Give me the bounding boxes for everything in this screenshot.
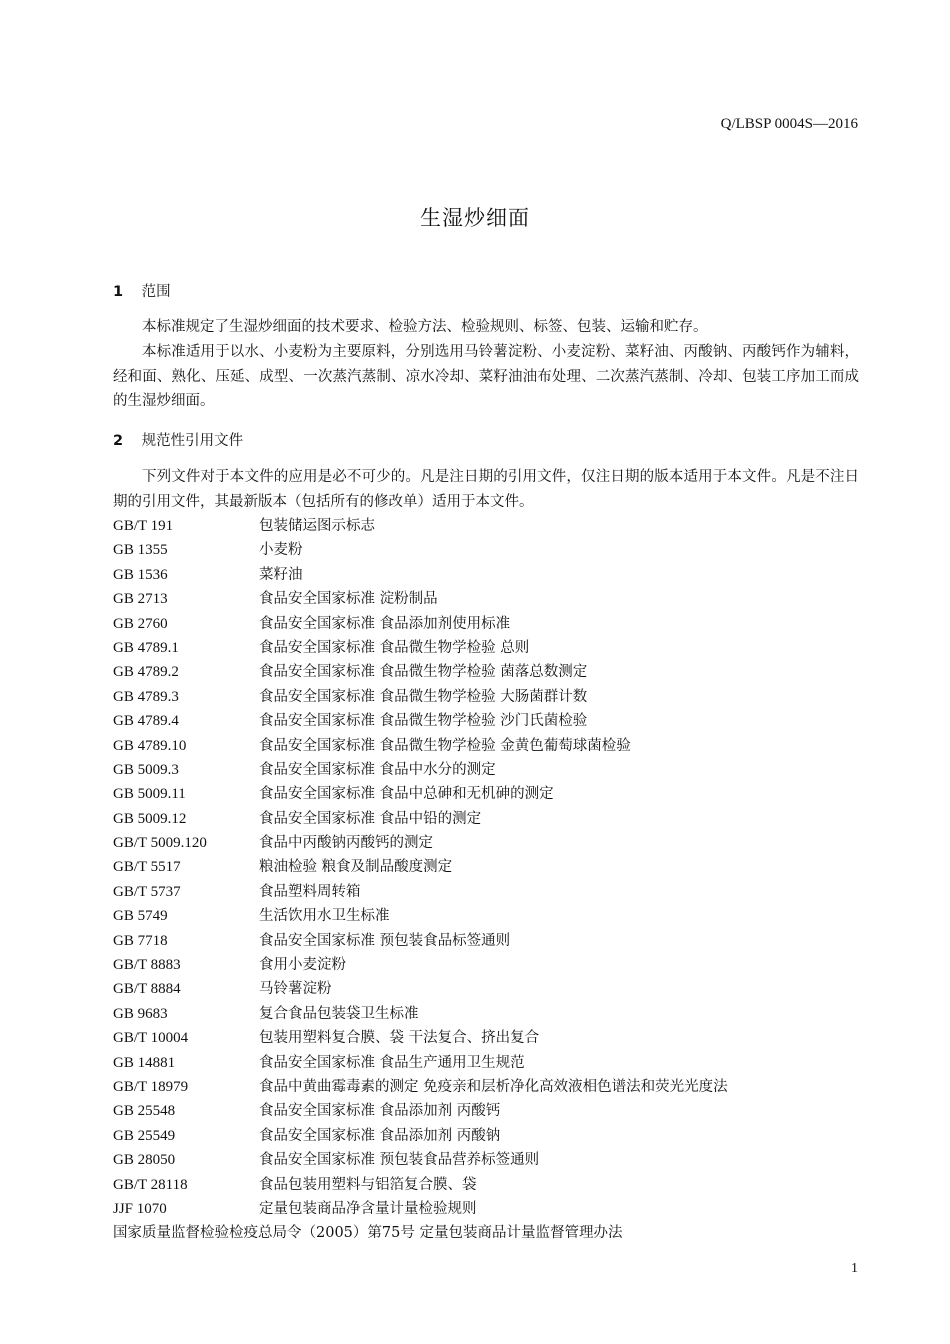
reference-row (113, 1026, 873, 1050)
reference-title: 生活饮用水卫生标准 (259, 908, 390, 925)
reference-code: GB/T 8883 (113, 957, 181, 974)
reference-row (113, 587, 873, 611)
reference-row (113, 1197, 873, 1221)
reference-list (113, 514, 873, 1221)
reference-row (113, 514, 873, 538)
reference-row (113, 929, 873, 953)
reference-code: GB 1536 (113, 566, 168, 583)
reference-title: 食用小麦淀粉 (259, 957, 346, 974)
reference-row (113, 904, 873, 928)
reference-row (113, 880, 873, 904)
reference-row (113, 709, 873, 733)
reference-code: GB 9683 (113, 1005, 168, 1022)
reference-code: GB/T 10004 (113, 1030, 189, 1047)
reference-title: 马铃薯淀粉 (259, 981, 332, 998)
reference-title: 食品安全国家标准 食品中水分的测定 (259, 761, 496, 778)
reference-code: GB/T 5737 (113, 883, 181, 900)
reference-row (113, 1051, 873, 1075)
document-title: 生湿炒细面 (420, 206, 530, 230)
reference-title: 食品安全国家标准 食品中铅的测定 (259, 810, 482, 827)
reference-row (113, 1075, 873, 1099)
reference-title: 食品安全国家标准 淀粉制品 (259, 591, 438, 608)
reference-title: 食品安全国家标准 预包装食品标签通则 (259, 932, 511, 949)
reference-row (113, 734, 873, 758)
reference-row (113, 977, 873, 1001)
reference-code: GB 5749 (113, 908, 168, 925)
section-number: 2 (113, 433, 124, 449)
reference-title: 食品安全国家标准 食品微生物学检验 总则 (259, 639, 530, 656)
references-intro-paragraph: 下列文件对于本文件的应用是必不可少的。凡是注日期的引用文件，仅注日期的版本适用于本文件。凡是不注日期的引用文件，其最新版本（包括所有的修改单）适用于本文件。 (113, 469, 859, 510)
reference-code: GB 14881 (113, 1054, 176, 1071)
page-number: 1 (851, 1261, 858, 1276)
reference-row (113, 855, 873, 879)
reference-title: 小麦粉 (259, 542, 303, 559)
section-number: 1 (113, 284, 124, 300)
reference-code: GB 1355 (113, 542, 168, 559)
reference-title: 食品安全国家标准 食品添加剂 丙酸钠 (259, 1127, 501, 1144)
section-title: 规范性引用文件 (141, 433, 244, 449)
reference-code: GB 7718 (113, 932, 168, 949)
reference-code: GB 4789.1 (113, 639, 179, 656)
reference-title: 复合食品包装袋卫生标准 (259, 1005, 419, 1022)
reference-code: GB 4789.2 (113, 664, 179, 681)
reference-code: GB 2760 (113, 615, 168, 632)
scope-paragraph-2: 本标准适用于以水、小麦粉为主要原料，分别选用马铃薯淀粉、小麦淀粉、菜籽油、丙酸钠、丙酸钙作为辅料，经和面、熟化、压延、成型、一次蒸汽蒸制、凉水冷却、菜籽油油布处理、二次蒸汽蒸制、冷却、包装工序加工而成的生湿炒细面。 (113, 344, 859, 409)
reference-code: GB/T 28118 (113, 1176, 188, 1193)
reference-row (113, 1173, 873, 1197)
reference-title: 菜籽油 (259, 566, 303, 583)
standard-code: Q/LBSP 0004S—2016 (720, 116, 858, 132)
decree-reference: 国家质量监督检验检疫总局令（2005）第75号 定量包装商品计量监督管理办法 (113, 1225, 623, 1241)
reference-title: 食品安全国家标准 食品微生物学检验 沙门氏菌检验 (259, 713, 588, 730)
reference-code: JJF 1070 (113, 1200, 167, 1217)
reference-title: 食品安全国家标准 食品添加剂使用标准 (259, 615, 511, 632)
reference-code: GB 28050 (113, 1152, 176, 1169)
reference-title: 粮油检验 粮食及制品酸度测定 (259, 859, 453, 876)
reference-row (113, 758, 873, 782)
reference-title: 食品中黄曲霉毒素的测定 免疫亲和层析净化高效液相色谱法和荧光光度法 (259, 1078, 728, 1095)
reference-row (113, 807, 873, 831)
section-1-heading (113, 280, 171, 301)
reference-title: 食品安全国家标准 食品生产通用卫生规范 (259, 1054, 525, 1071)
reference-title: 包装储运图示标志 (259, 518, 375, 534)
reference-code: GB 5009.3 (113, 761, 179, 778)
reference-title: 食品安全国家标准 食品添加剂 丙酸钙 (259, 1103, 501, 1120)
reference-title: 包装用塑料复合膜、袋 干法复合、挤出复合 (259, 1030, 540, 1047)
reference-code: GB 25549 (113, 1127, 176, 1144)
reference-title: 食品塑料周转箱 (259, 883, 361, 900)
section-2-heading (113, 429, 243, 450)
reference-code: GB/T 5009.120 (113, 835, 207, 852)
reference-row (113, 685, 873, 709)
reference-code: GB/T 8884 (113, 981, 181, 998)
reference-code: GB 4789.4 (113, 713, 179, 730)
reference-row (113, 1099, 873, 1123)
reference-title: 定量包装商品净含量计量检验规则 (259, 1200, 477, 1217)
reference-title: 食品安全国家标准 预包装食品营养标签通则 (259, 1152, 540, 1169)
reference-row (113, 831, 873, 855)
reference-code: GB 2713 (113, 591, 168, 608)
reference-code: GB 5009.11 (113, 786, 186, 803)
reference-code: GB/T 18979 (113, 1078, 189, 1095)
reference-code: GB 4789.3 (113, 688, 179, 705)
reference-title: 食品安全国家标准 食品微生物学检验 菌落总数测定 (259, 664, 588, 681)
reference-row (113, 1124, 873, 1148)
reference-row (113, 1148, 873, 1172)
reference-code: GB 5009.12 (113, 810, 187, 827)
reference-title: 食品安全国家标准 食品微生物学检验 大肠菌群计数 (259, 688, 588, 705)
reference-row (113, 563, 873, 587)
reference-code: GB 4789.10 (113, 737, 187, 754)
section-title: 范围 (141, 284, 171, 300)
reference-title: 食品安全国家标准 食品中总砷和无机砷的测定 (259, 786, 554, 803)
reference-row (113, 782, 873, 806)
reference-row (113, 660, 873, 684)
reference-title: 食品安全国家标准 食品微生物学检验 金黄色葡萄球菌检验 (259, 737, 631, 754)
reference-row (113, 953, 873, 977)
reference-code: GB/T 191 (113, 518, 174, 534)
reference-row (113, 636, 873, 660)
reference-row (113, 538, 873, 562)
reference-title: 食品中丙酸钠丙酸钙的测定 (259, 835, 433, 852)
reference-code: GB 25548 (113, 1103, 176, 1120)
scope-paragraph-1: 本标准规定了生湿炒细面的技术要求、检验方法、检验规则、标签、包装、运输和贮存。 (142, 319, 708, 335)
reference-code: GB/T 5517 (113, 859, 181, 876)
reference-title: 食品包装用塑料与铝箔复合膜、袋 (259, 1176, 477, 1193)
reference-row (113, 612, 873, 636)
reference-row (113, 1002, 873, 1026)
